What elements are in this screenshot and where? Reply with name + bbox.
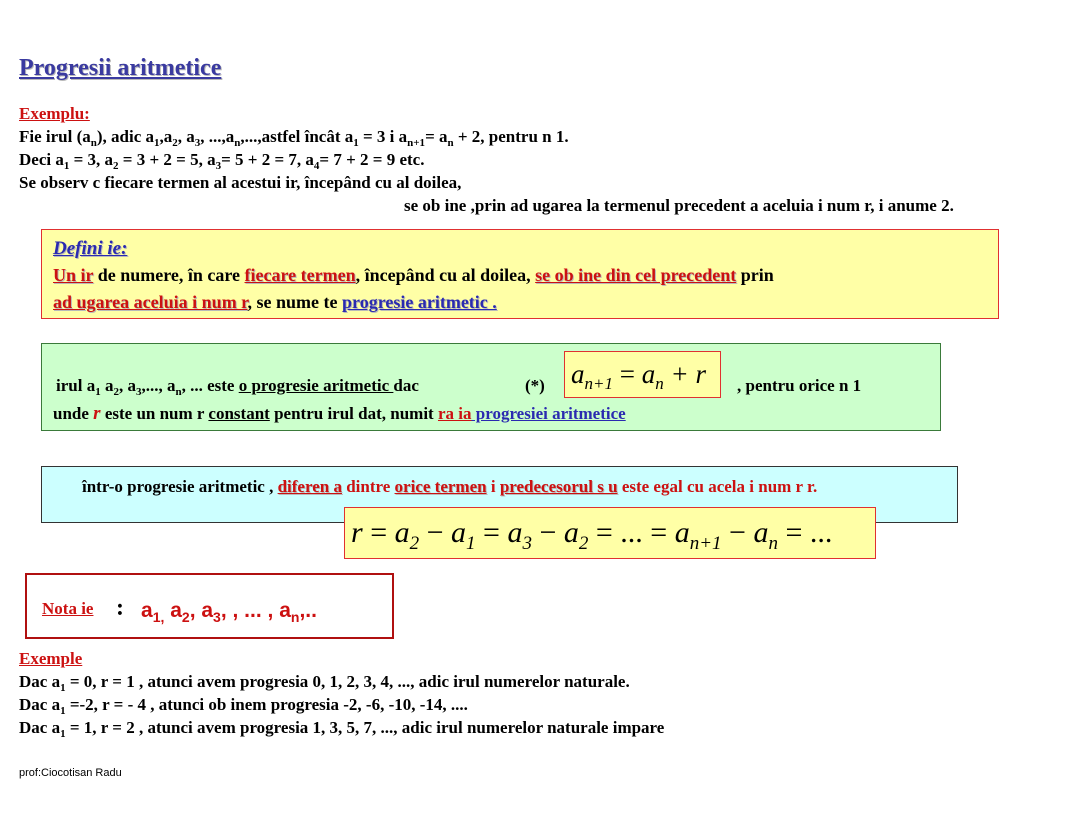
example-heading: Exemplu: (19, 104, 90, 123)
notation-label: Nota ie (42, 599, 94, 618)
example-line-2: Deci $a_1 = 3$, $a_2 = 3 + 2 = 5$, $a_3= 5 + 2 = 7$, $a_4= 7 + 2 = 9$ etc. (19, 150, 425, 172)
example-item-1: Dac $a_1 = 0$, r = 1 , atunci avem progresia 0, 1, 2, 3, 4, ..., adic irul numerelor naturale. (19, 672, 630, 694)
recurrence-condition: , pentru orice n 1 (737, 376, 862, 395)
definition-box (41, 229, 999, 319)
star-marker: (*) (525, 376, 545, 395)
example-line-1: Fie irul $(a_n)$, adic $a_1,a_2$, $a_3$, $...,a_n,...,astfel$ încât $a_1 = 3$ i $a_{n+1}= a_n + 2$, pentru n 1. (19, 127, 569, 149)
example-item-2: Dac $a_1 =-2$, r = - 4 , atunci ob inem progresia -2, -6, -10, -14, .... (19, 695, 468, 717)
definition-line-2: ad ugarea aceluia i num r, se nume te progresie aritmetic . (53, 292, 497, 312)
notation-sequence: $a_{1,}$ $a_2$, $a_3$, , ... , $a_n$,.. (141, 599, 317, 625)
footer-author: prof:Ciocotisan Radu (19, 767, 122, 779)
example-line-4: se ob ine ,prin ad ugarea la termenul precedent a aceluia i num r, i anume 2. (404, 196, 954, 215)
example-item-3: Dac $a_1 = 1$, r = 2 , atunci avem progresia 1, 3, 5, 7, ..., adic irul numerelor naturale impare (19, 718, 665, 740)
recurrence-formula: $a_{n+1} = a_n + r$ (564, 351, 721, 398)
example-line-3: Se observ c fiecare termen al acestui ir, începând cu al doilea, (19, 173, 462, 192)
difference-formula: $r = a_2 - a_1 = a_3 - a_2$ = ... = $a_{n+1} - a_n$ = ... (344, 507, 876, 559)
recurrence-line-1: irul $a_1$ $a_2$, $a_3$,..., $a_n$, ... este o progresie aritmetic dac (56, 376, 419, 398)
difference-text: într-o progresie aritmetic , diferen a dintre orice termen i predecesorul s u este egal cu acela i num r r. (82, 477, 818, 496)
examples-heading: Exemple (19, 649, 83, 668)
page-title: Progresii aritmetice (19, 55, 222, 81)
recurrence-line-2: unde r este un num r constant pentru irul dat, numit ra ia progresiei aritmetice (53, 403, 626, 424)
definition-heading: Defini ie: (53, 238, 128, 259)
notation-box (25, 573, 394, 639)
recurrence-box (41, 343, 941, 431)
definition-line-1: Un ir de numere, în care fiecare termen, începând cu al doilea, se ob ine din cel precedent prin (53, 265, 774, 285)
notation-colon: : (116, 595, 124, 621)
